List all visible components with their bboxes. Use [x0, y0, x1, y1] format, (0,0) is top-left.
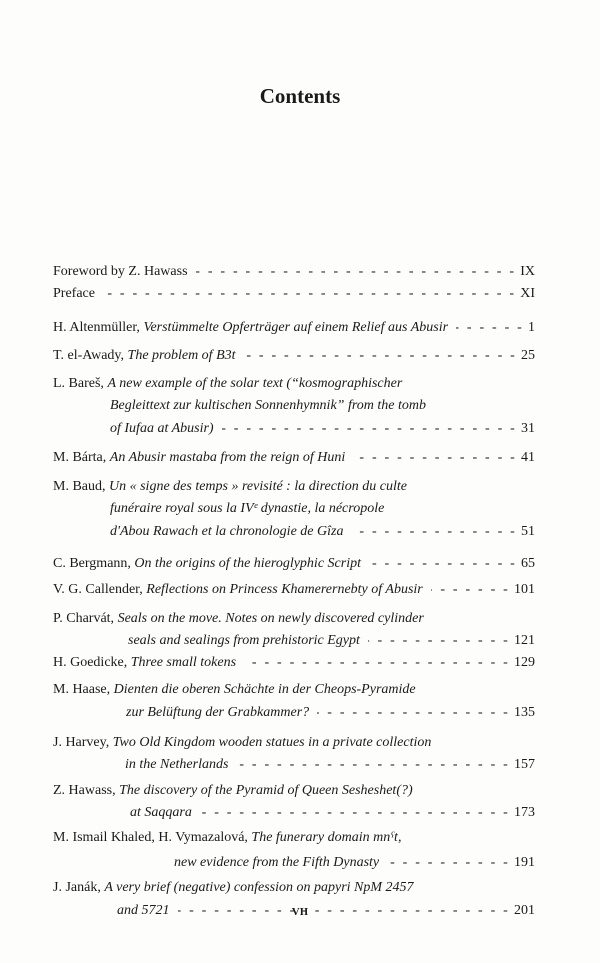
entry-author: Z. Hawass,: [53, 783, 116, 798]
toc-entry-continued: [110, 397, 535, 415]
dot-leader: [351, 523, 517, 541]
entry-title: The problem of B3t: [127, 348, 236, 363]
page-title: Contents: [259, 84, 341, 108]
page-number: 41: [521, 450, 535, 465]
entry-title: d'Abou Rawach et la chronologie de Gîza: [110, 524, 344, 539]
entry-title: in the Netherlands: [125, 757, 229, 772]
dot-leader: [368, 632, 510, 650]
entry-title: Seals on the move. Notes on newly discovered cylinder: [117, 611, 424, 626]
entry-author: L. Bareš,: [53, 376, 104, 391]
toc-entry: [53, 681, 535, 699]
entry-title: seals and sealings from prehistoric Egypt: [128, 633, 360, 648]
entry-title: at Saqqara: [130, 805, 192, 820]
toc-entry-continued: [125, 756, 535, 774]
entry-title: On the origins of the hieroglyphic Script: [134, 556, 361, 571]
dot-leader: [103, 285, 516, 303]
page-number: 65: [521, 556, 535, 571]
toc-entry: [53, 782, 535, 800]
entry-title: Reflections on Princess Khamerernebty of Abusir: [146, 582, 423, 597]
entry-title: A new example of the solar text (“kosmographischer: [107, 376, 403, 391]
toc-entry: [53, 375, 535, 393]
entry-title: funéraire royal sous la IVᵉ dynastie, la nécropole: [110, 501, 385, 516]
toc-entry: [53, 319, 535, 337]
page-number: 135: [514, 705, 535, 720]
page-folio: VII: [291, 906, 309, 918]
dot-leader: [244, 654, 510, 672]
entry-author: J. Harvey,: [53, 735, 110, 750]
page-number: 121: [514, 633, 535, 648]
entry-author: H. Altenmüller,: [53, 320, 140, 335]
entry-author: T. el-Awady,: [53, 348, 125, 363]
entry-author: P. Charvát,: [53, 611, 115, 626]
entry-title: Begleittext zur kultischen Sonnenhymnik” from the tomb: [110, 398, 426, 413]
toc-entry: [53, 879, 535, 897]
entry-author: M. Haase,: [53, 682, 111, 697]
entry-title: new evidence from the Fifth Dynasty: [174, 855, 380, 870]
toc-entry-continued: [110, 523, 535, 541]
page-number: 129: [514, 655, 535, 670]
toc-entry-continued: [110, 500, 535, 518]
toc-entry-continued: [126, 704, 535, 722]
dot-leader: [244, 347, 517, 365]
entry-title: Verstümmelte Opferträger auf einem Relief aus Abusir: [143, 320, 449, 335]
page-number: 1: [528, 320, 535, 335]
entry-author: J. Janák,: [53, 880, 101, 895]
toc-entry: [53, 347, 535, 365]
dot-leader: [369, 555, 517, 573]
page-number: 25: [521, 348, 535, 363]
toc-entry-foreword: [53, 263, 535, 281]
page-number: 173: [514, 805, 535, 820]
entry-author: M. Bárta,: [53, 450, 107, 465]
entry-title: of Iufaa at Abusir): [110, 421, 214, 436]
toc-entry: [53, 478, 535, 496]
page-number: 101: [514, 582, 535, 597]
page-number: 201: [514, 903, 535, 918]
toc-entry: [53, 555, 535, 573]
entry-label: Foreword by Z. Hawass: [53, 264, 188, 279]
dot-leader: [317, 704, 510, 722]
toc-entry-continued: [174, 854, 535, 872]
toc-entry-continued: [128, 632, 535, 650]
entry-title: Dienten die oberen Schächte in der Cheops-Pyramide: [113, 682, 416, 697]
entry-author: M. Ismail Khaled, H. Vymazalová,: [53, 830, 248, 845]
toc-entry-continued: [130, 804, 535, 822]
entry-title: The funerary domain mnˁt,: [251, 830, 402, 845]
entry-author: C. Bergmann,: [53, 556, 131, 571]
entry-title: and 5721: [117, 903, 170, 918]
entry-title: Two Old Kingdom wooden statues in a private collection: [112, 735, 432, 750]
entry-label: Preface: [53, 286, 95, 301]
page-number: 31: [521, 421, 535, 436]
toc-entry: [53, 829, 535, 847]
page-number: XI: [520, 286, 535, 301]
entry-author: M. Baud,: [53, 479, 106, 494]
toc-entry-preface: [53, 285, 535, 303]
page-number: IX: [520, 264, 535, 279]
entry-author: V. G. Callender,: [53, 582, 143, 597]
page-number: 157: [514, 757, 535, 772]
toc-entry: [53, 734, 535, 752]
entry-title: Un « signe des temps » revisité : la direction du culte: [109, 479, 407, 494]
dot-leader: [200, 804, 510, 822]
toc-entry: [53, 581, 535, 599]
page-number: 191: [514, 855, 535, 870]
toc-entry: [53, 654, 535, 672]
entry-title: zur Belüftung der Grabkammer?: [126, 705, 310, 720]
entry-title: Three small tokens: [130, 655, 237, 670]
dot-leader: [431, 581, 510, 599]
dot-leader: [222, 420, 517, 438]
toc-entry-continued: [110, 420, 535, 438]
entry-title: A very brief (negative) confession on papyri NpM 2457: [104, 880, 414, 895]
entry-author: H. Goedicke,: [53, 655, 128, 670]
dot-leader: [236, 756, 510, 774]
page-number: 51: [521, 524, 535, 539]
dot-leader: [196, 263, 517, 281]
entry-title: An Abusir mastaba from the reign of Huni: [109, 450, 346, 465]
dot-leader: [353, 449, 517, 467]
toc-entry: [53, 449, 535, 467]
entry-title: The discovery of the Pyramid of Queen Sesheshet(?): [119, 783, 413, 798]
toc-entry: [53, 610, 535, 628]
dot-leader: [387, 854, 510, 872]
dot-leader: [456, 319, 524, 337]
